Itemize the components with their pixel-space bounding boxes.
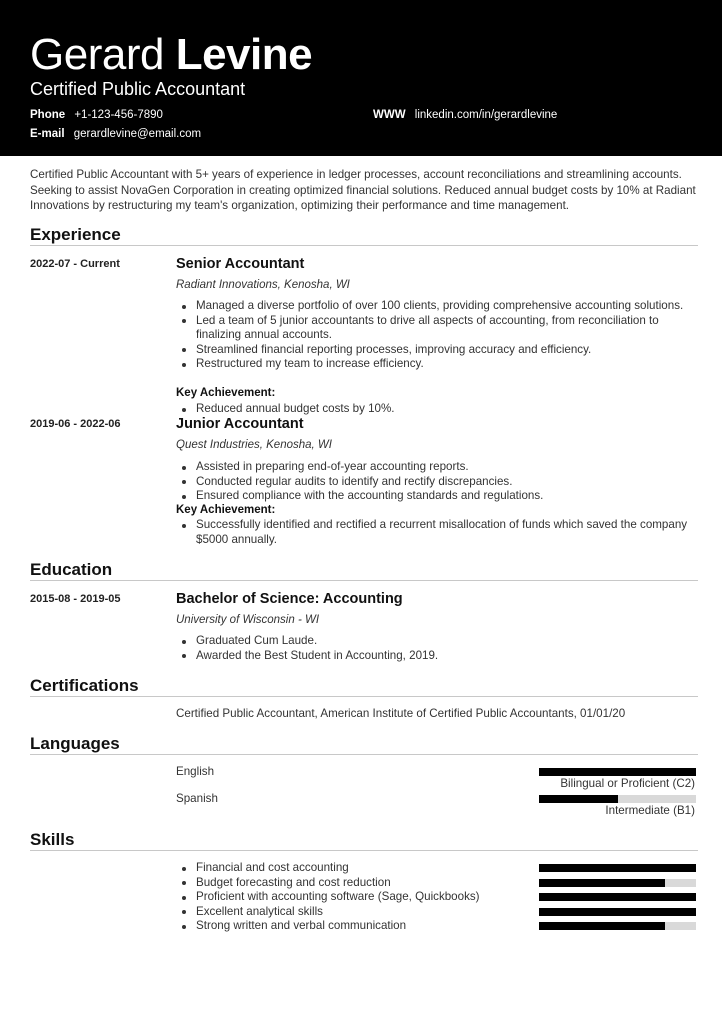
- list-item: Reduced annual budget costs by 10%.: [176, 402, 696, 417]
- skill-level-fill: [539, 864, 696, 872]
- list-item: Awarded the Best Student in Accounting, 2019.: [176, 649, 696, 664]
- skill-level-fill: [539, 922, 665, 930]
- email-label: E-mail: [30, 128, 65, 140]
- job-bullets: [176, 460, 696, 504]
- language-level-fill: [539, 768, 696, 776]
- key-achievement-list: [176, 402, 696, 417]
- list-item: Successfully identified and rectified a recurrent misallocation of funds which saved the company $5000 annually.: [176, 518, 696, 547]
- job-dates: 2019-06 - 2022-06: [30, 418, 121, 430]
- education-divider: [30, 580, 698, 581]
- summary-text: Certified Public Accountant with 5+ years of experience in ledger processes, account reconciliations and streamlining accounts. Seeking to assist NovaGen Corporation in creating optimized financial solutions. Reduced annual budget costs by 10% at Radiant Innovations by restructuring my team's organization, optimizing their performance and time management.: [30, 168, 696, 212]
- language-level-label: Bilingual or Proficient (C2): [560, 777, 695, 790]
- certifications-divider: [30, 696, 698, 697]
- language-name: Spanish: [176, 792, 218, 805]
- language-name: English: [176, 765, 215, 778]
- candidate-name: [30, 30, 312, 80]
- language-level-bar: [539, 795, 696, 803]
- languages-divider: [30, 754, 698, 755]
- website-row: [373, 108, 557, 122]
- website-link[interactable]: linkedin.com/in/gerardlevine: [414, 109, 558, 121]
- skill-item: Budget forecasting and cost reduction: [176, 876, 526, 891]
- resume-header: [0, 0, 722, 156]
- skill-level-bar: [539, 922, 696, 930]
- education-dates: 2015-08 - 2019-05: [30, 593, 121, 605]
- list-item: Restructured my team to increase efficiency.: [176, 357, 696, 372]
- education-heading: Education: [30, 560, 113, 579]
- key-achievement-label: Key Achievement:: [176, 387, 276, 399]
- language-level-fill: [539, 795, 618, 803]
- school-name: University of Wisconsin - WI: [176, 614, 320, 626]
- skill-level-bar: [539, 908, 696, 916]
- skill-level-bar: [539, 879, 696, 887]
- skills-divider: [30, 850, 698, 851]
- phone-value: +1-123-456-7890: [74, 109, 163, 121]
- job-bullets: [176, 299, 696, 372]
- experience-heading: Experience: [30, 225, 121, 244]
- website-label: WWW: [373, 109, 406, 121]
- job-dates: 2022-07 - Current: [30, 258, 120, 270]
- experience-divider: [30, 245, 698, 246]
- skill-level-bar: [539, 864, 696, 872]
- list-item: Streamlined financial reporting processes, improving accuracy and efficiency.: [176, 343, 696, 358]
- skills-heading: Skills: [30, 830, 75, 849]
- education-bullets: [176, 634, 696, 663]
- skill-level-fill: [539, 879, 665, 887]
- language-level-label: Intermediate (B1): [605, 804, 695, 817]
- job-company: Quest Industries, Kenosha, WI: [176, 439, 332, 451]
- list-item: Conducted regular audits to identify and rectify discrepancies.: [176, 475, 696, 490]
- key-achievement-list: [176, 518, 696, 547]
- skill-item: Proficient with accounting software (Sage, Quickbooks): [176, 890, 526, 905]
- email-link[interactable]: gerardlevine@email.com: [73, 128, 202, 140]
- degree-title: Bachelor of Science: Accounting: [176, 591, 403, 607]
- list-item: Graduated Cum Laude.: [176, 634, 696, 649]
- skill-level-fill: [539, 893, 696, 901]
- skill-item: Excellent analytical skills: [176, 905, 526, 920]
- skills-list: [176, 861, 526, 934]
- first-name: Gerard: [30, 30, 164, 79]
- language-level-bar: [539, 768, 696, 776]
- job-title: Senior Accountant: [176, 256, 305, 272]
- job-title: Junior Accountant: [176, 416, 304, 432]
- skill-item: Financial and cost accounting: [176, 861, 526, 876]
- skill-level-bar: [539, 893, 696, 901]
- list-item: Led a team of 5 junior accountants to drive all aspects of accounting, from reconciliation to finalizing annual accounts.: [176, 314, 696, 343]
- languages-heading: Languages: [30, 734, 120, 753]
- job-title-headline: Certified Public Accountant: [30, 79, 246, 99]
- job-company: Radiant Innovations, Kenosha, WI: [176, 279, 350, 291]
- skill-item: Strong written and verbal communication: [176, 919, 526, 934]
- email-row: [30, 127, 201, 141]
- phone-label: Phone: [30, 109, 66, 121]
- last-name: Levine: [175, 30, 313, 79]
- certification-item: Certified Public Accountant, American Institute of Certified Public Accountants, 01/01/20: [176, 707, 626, 720]
- key-achievement-label: Key Achievement:: [176, 504, 276, 516]
- skill-level-fill: [539, 908, 696, 916]
- phone-row: [30, 108, 163, 122]
- certifications-heading: Certifications: [30, 676, 139, 695]
- list-item: Assisted in preparing end-of-year accounting reports.: [176, 460, 696, 475]
- list-item: Managed a diverse portfolio of over 100 clients, providing comprehensive accounting solutions.: [176, 299, 696, 314]
- list-item: Ensured compliance with the accounting standards and regulations.: [176, 489, 696, 504]
